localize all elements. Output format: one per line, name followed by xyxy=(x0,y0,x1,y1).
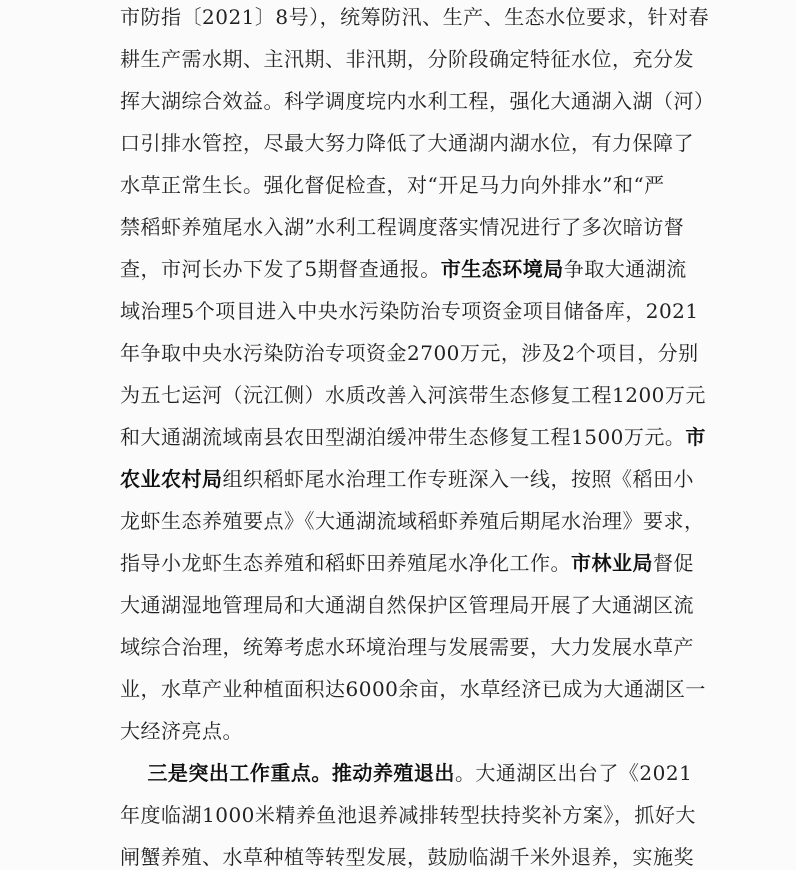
bold-phrase: 农业农村局 xyxy=(120,467,223,491)
text-line xyxy=(120,752,692,794)
text-line xyxy=(120,458,694,500)
bold-phrase: 市 xyxy=(685,425,706,449)
text-run xyxy=(120,761,147,785)
text-line xyxy=(120,38,694,80)
text-run: 为五七运河（沅江侧）水质改善入河滨带生态修复工程1200万元 xyxy=(120,383,706,407)
text-run: 查，市河长办下发了5期督查通报。 xyxy=(120,257,441,281)
text-line xyxy=(120,626,694,668)
text-line xyxy=(120,584,694,626)
text-line xyxy=(120,80,715,122)
text-run: 大通湖湿地管理局和大通湖自然保护区管理局开展了大通湖区流 xyxy=(120,593,694,617)
text-run: 。大通湖区出台了《2021 xyxy=(454,761,693,785)
text-line xyxy=(120,0,709,38)
text-run: 口引排水管控，尽最大努力降低了大通湖内湖水位，有力保障了 xyxy=(120,131,694,155)
text-run: 大经济亮点。 xyxy=(120,719,243,743)
text-run: 和大通湖流域南县农田型湖泊缓冲带生态修复工程1500万元。 xyxy=(120,425,686,449)
text-run: 督促 xyxy=(653,551,694,575)
text-line xyxy=(120,290,699,332)
text-line xyxy=(120,206,684,248)
bold-phrase: 三是突出工作重点。推动养殖退出 xyxy=(147,761,455,785)
text-line xyxy=(120,416,706,458)
text-line xyxy=(120,164,665,206)
text-run: 业，水草产业种植面积达6000余亩，水草经济已成为大通湖区一 xyxy=(120,677,706,701)
text-line xyxy=(120,500,705,542)
text-run: 指导小龙虾生态养殖和稻虾田养殖尾水净化工作。 xyxy=(120,551,571,575)
bold-phrase: 市生态环境局 xyxy=(440,257,564,281)
text-line xyxy=(120,374,706,416)
text-line xyxy=(120,542,694,584)
bold-phrase: 市林业局 xyxy=(571,551,653,575)
text-run: 耕生产需水期、主汛期、非汛期，分阶段确定特征水位，充分发 xyxy=(120,47,694,71)
text-run: 年度临湖1000米精养鱼池退养减排转型扶持奖补方案》，抓好大 xyxy=(120,803,696,827)
text-run: 闸蟹养殖、水草种植等转型发展，鼓励临湖千米外退养，实施奖 xyxy=(120,845,694,869)
text-run: 水草正常生长。强化督促检查，对“开足马力向外排水”和“严 xyxy=(120,173,665,197)
text-run: 挥大湖综合效益。科学调度垸内水利工程，强化大通湖入湖（河） xyxy=(120,89,715,113)
text-run: 龙虾生态养殖要点》《大通湖流域稻虾养殖后期尾水治理》要求， xyxy=(120,509,705,533)
text-run: 组织稻虾尾水治理工作专班深入一线，按照《稻田小 xyxy=(222,467,694,491)
text-run: 市防指〔2021〕8号），统筹防汛、生产、生态水位要求，针对春 xyxy=(120,5,710,29)
text-run: 年争取中央水污染防治专项资金2700万元，涉及2个项目，分别 xyxy=(120,341,699,365)
text-run: 争取大通湖流 xyxy=(563,257,687,281)
text-run: 禁稻虾养殖尾水入湖”水利工程调度落实情况进行了多次暗访督 xyxy=(120,215,685,239)
text-line xyxy=(120,332,699,374)
text-line xyxy=(120,794,696,836)
text-line xyxy=(120,710,243,752)
text-line xyxy=(120,668,706,710)
text-line xyxy=(120,836,694,878)
text-run: 域治理5个项目进入中央水污染防治专项资金项目储备库，2021 xyxy=(120,299,699,323)
text-line xyxy=(120,122,694,164)
text-line xyxy=(120,248,687,290)
text-run: 域综合治理，统筹考虑水环境治理与发展需要，大力发展水草产 xyxy=(120,635,694,659)
